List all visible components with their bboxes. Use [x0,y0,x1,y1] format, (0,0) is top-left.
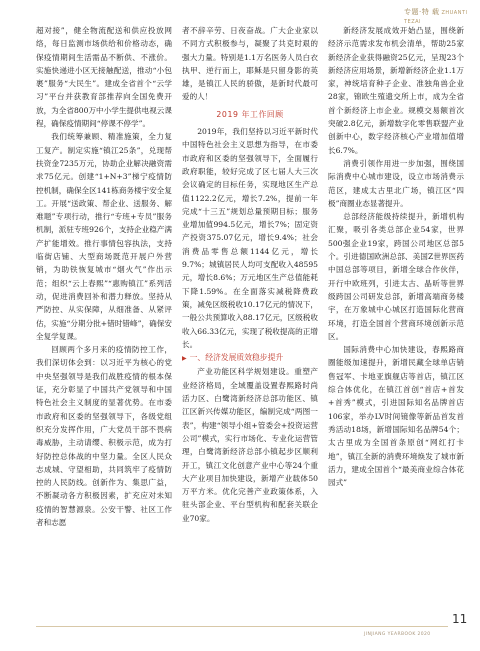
section-header [404,7,480,25]
triangle-bullet-icon: ▶ [182,355,187,363]
paragraph: 超对接”，健全物流配送和供应投放网络，每日监测市场供给和价格动态，确保疫情期间生活需品不断供、不涨价。实施快递进小区无接触配送，推动“小包裹”服务“大民生”。建成全省首个“云学习”平台并获教育部推荐向全国免费开放，为全省800万中小学生提供电视云课程，确保疫情期间“停课不停学”。 [36,26,172,129]
text-column-3 [328,24,464,489]
footer-divider [36,626,448,627]
paragraph: 国际消费中心加快建设，春熙路商圈能级加速提升，新增民藏全球单店销售冠军、卡地亚旗舰店等首店，镇江区综合体优化，在镇江首创“首店+首发+首秀”模式，引进国际知名品牌首店106家，举办LV时间镜像等新品首发首秀活动18场，新增国际知名品牌54个；太古里成为全国首条原创“网红打卡地”，镇江全新的消费环境焕发了城市新活力，建成全国首个“最美商业综合体花园式” [328,345,464,488]
subsection-heading-text: 一、经济发展质效稳步提升 [189,353,284,363]
paragraph: 产业功能区科学规划建设。重塑产业经济格局，全域覆盖设置春熙路时尚活力区、白鹭湾新经济总部功能区、镇江区新兴传媒功能区，编制完成“两图一表”，构建“领导小组+管委会+投资运营公司”模式，实行市场化、专业化运营管理，白鹭湾新经济总部小镇起步区顺利开工，镇江文化创意产业中心等24个重大产业项目加快建设，新增产业载体50万平方米。优化完善产业政策体系，入驻头部企业、平台型机构和配套关联企业70家。 [182,367,318,523]
paragraph: 新经济发展成效开始凸显，围绕新经济示范需求发布机会清单，帮助25家新经济企业获得融资25亿元，呈现23个新经济应用场景，新增新经济企业1.1万家，神统培育种子企业、准独角兽企业28家，锦欧生殖遗交所上市，成为全省首个新经济上市企业。规模交易额首次突破2.8亿元，新增数字化零售联盟产业创新中心，数字经济核心产业增加值增长6.7%。 [328,26,464,155]
paragraph: 消费引领作用进一步加强，围绕国际消费中心城市建设，设立市场消费示范区，建成太古里北广场，镇江区“四极”商圈业态显著提升。 [328,158,464,208]
footer-text: JINJIANG YEARBOOK 2020 [364,632,431,637]
text-column-1 [36,24,172,529]
page-number: 11 [452,612,468,626]
section-header-label: 专题·特 载 [404,8,440,16]
section-title: 2019 年工作回顾 [216,109,284,119]
paragraph: 回顾两个多月来的疫情防控工作，我们深切体会到：以习近平为核心的党中央坚强领导是我们战胜疫情的根本保证，充分彰显了中国共产党领导和中国特色社会主义制度的显著优势。在市委市政府和区委的坚强领导下，各级党组织充分发挥作用，广大党员干部不畏病毒威胁，主动请缨、积极示范，成为打好防控总体战的中坚力量。全区人民众志成城、守望相助，共同筑牢了疫情防控的人民防线。创新作为、集思广益，不断凝动各方积极因素，扩充应对未知疫情的智慧源泉。公安干警、社区工作者和志愿 [36,345,172,527]
section-header-sub: ZHUANTI TEZAI [404,10,468,25]
paragraph: 者不辞辛劳、日夜奋战。广大企业家以不同方式积极参与，凝聚了共克时艰的强大力量。特别是1.1万名医务人员白衣执甲、逆行而上，耶稣是只留身影的英雄，是镇江人民的骄傲，是新时代最可爱的人！ [182,26,318,102]
subsection-heading [182,351,318,365]
paragraph: 2019年，我们坚持以习近平新时代中国特色社会主义思想为指导，在市委市政府和区委的坚强领导下，全面履行政府职能，较好完成了区七届人大三次会议确定的目标任务，实现地区生产总值1122.2亿元，增长7.2%，提前一年完成“十三五”规划总量预期目标；服务业增加值994.5亿元，增长7%；固定资产投资375.07亿元，增长9.4%；社会消费品零售总额1144亿元，增长9.7%；城镇居民人均可支配收入48595元，增长8.6%；万元地区生产总值能耗下降1.59%。在全面落实减税降费政策，减免区级税收10.17亿元的情况下，一般公共预算收入88.17亿元，区级税收收入66.33亿元，实现了税收提高的正增长。 [182,127,318,349]
paragraph: 我们统筹兼顾、精准施策，全力复工复产。制定实施“镇江25条”，兑现帮扶资金7235万元，协助企业解决融资需求75亿元。创建“1+N+3”梯宁疫情防控机制，确保全区141栋商务楼宇安全复工。开展“送政策、帮企业、送服务、解难题”专项行动，推行“专班+专员”服务机制，派驻专班926个，支持企业稳产满产扩能增效。推行事情包容执法，支持临街店铺、大型商场既范开展户外营销，为助铁恢复城市“烟火气”作出示范；组织“云上春熙”“惠购镇江”系列活动，促进消费回补和潜力释放。坚持从严防控、从实保障，从细准备、从紧评估，实施“分期分批+错时错峰”，确保安全复学复课。 [36,132,172,341]
paragraph: 总部经济能级持续提升，新增机构汇聚，吸引各类总部企业54家，世界500强企业19家，跨国公司地区总部5个。引进德国欧洲总部、美国Z世界医药中国总部等项目，新增全球合作伙伴，开行中欧班列，引进太古、晶昕等世界级跨国公司研发总部，新增高端商务楼宇，在万象城中心城区打造国际化营商环境，打造全国首个营商环境创新示范区。 [328,212,464,341]
text-column-2 [182,24,318,525]
